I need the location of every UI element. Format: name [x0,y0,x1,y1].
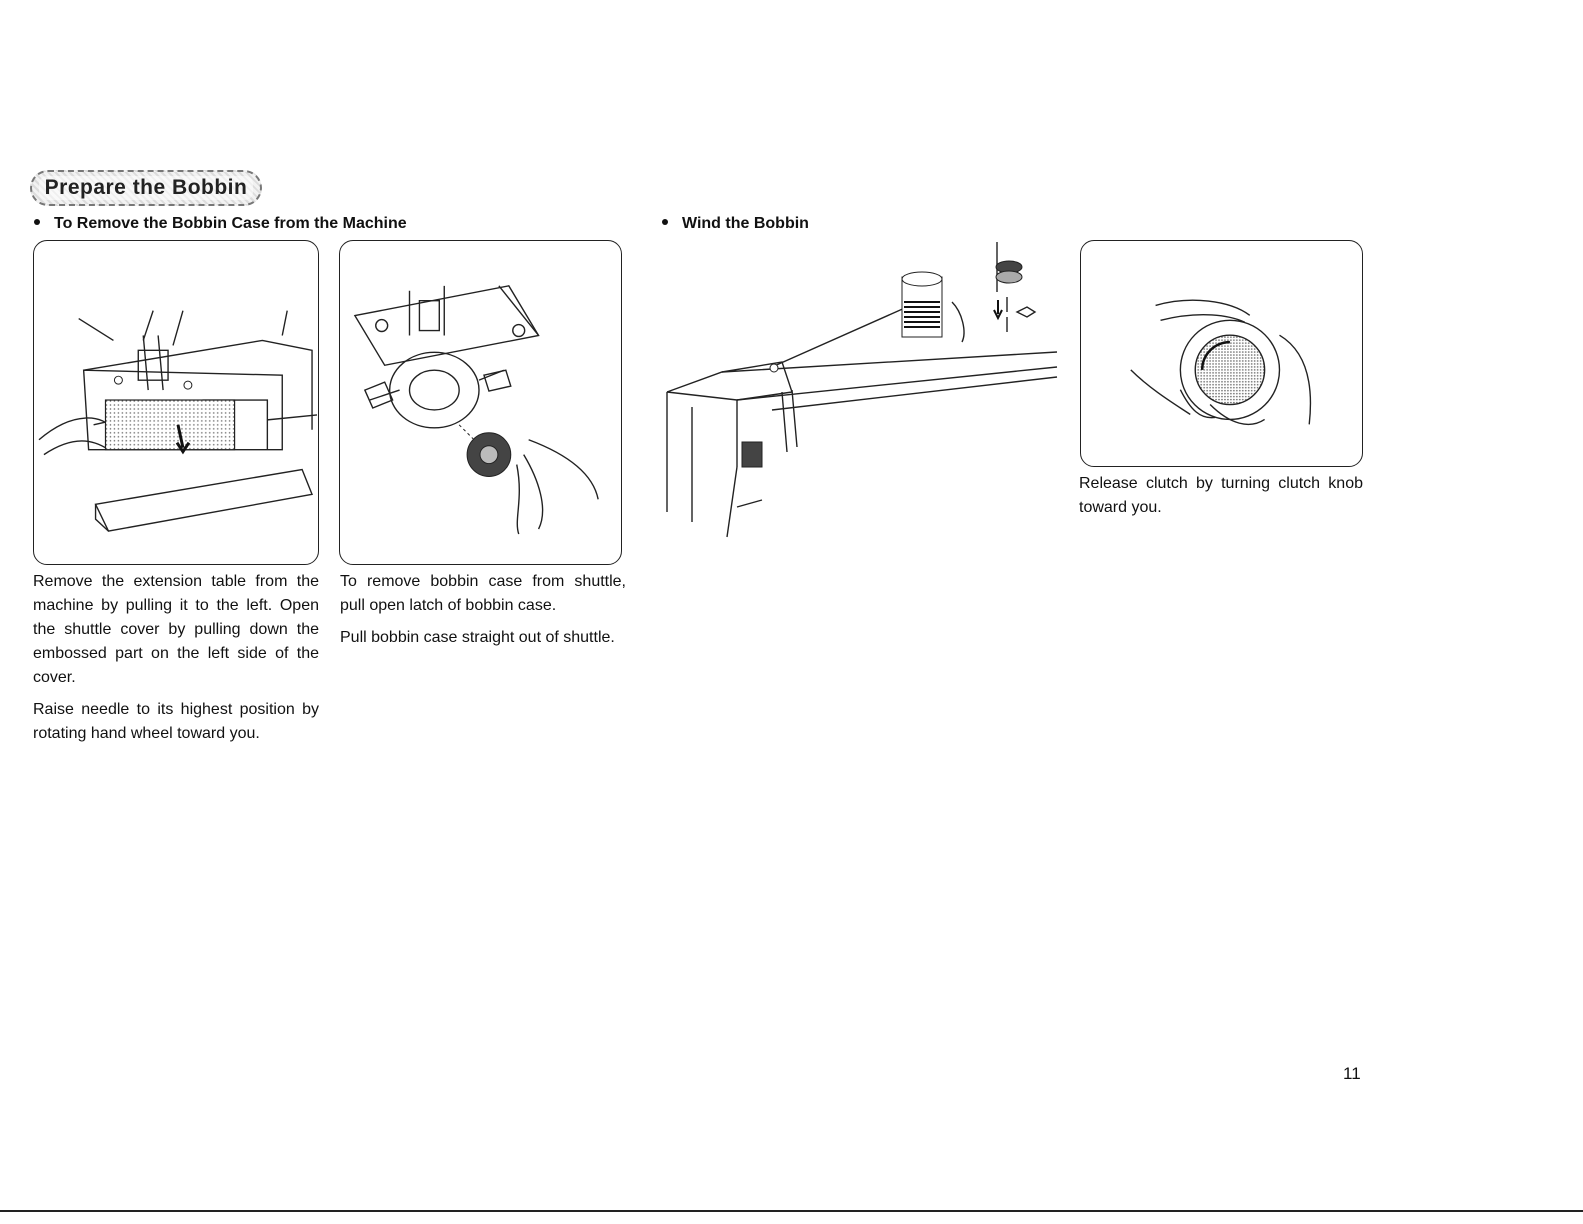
bottom-border-line [0,1210,1583,1212]
heading-wind-bobbin-text: Wind the Bobbin [682,215,809,232]
illustration-clutch-knob [1080,240,1363,467]
heading-remove-bobbin-case-text: To Remove the Bobbin Case from the Machine [54,215,407,232]
hand-turning-clutch-illustration [1081,241,1362,466]
paragraph-open-latch: To remove bobbin case from shuttle, pull open latch of bobbin case. [340,573,626,614]
sewing-machine-front-illustration [34,241,318,564]
illustration-wind-bobbin [662,232,1072,542]
illustration-bobbin-case-removal [339,240,622,565]
page-number: 11 [1343,1064,1361,1083]
text-column-bobbin-case [340,570,626,658]
shuttle-bobbin-case-illustration [340,241,621,564]
paragraph-pull-bobbin-case: Pull bobbin case straight out of shuttle. [340,629,615,646]
illustration-extension-table [33,240,319,565]
bobbin-winder-illustration [662,232,1072,542]
text-column-extension-table [33,570,319,754]
paragraph-release-clutch: Release clutch by turning clutch knob toward you. [1079,475,1363,516]
section-title: Prepare the Bobbin [39,176,254,200]
paragraph-remove-extension-table: Remove the extension table from the machine by pulling it to the left. Open the shuttle cover by pulling down the embossed part on the left side of the cover. [33,573,319,686]
bullet-icon [34,219,40,225]
heading-remove-bobbin-case [34,215,407,233]
paragraph-raise-needle: Raise needle to its highest position by rotating hand wheel toward you. [33,701,319,742]
section-title-badge [30,170,262,206]
text-column-clutch [1079,472,1363,528]
heading-wind-bobbin [662,215,809,233]
bullet-icon [662,219,668,225]
